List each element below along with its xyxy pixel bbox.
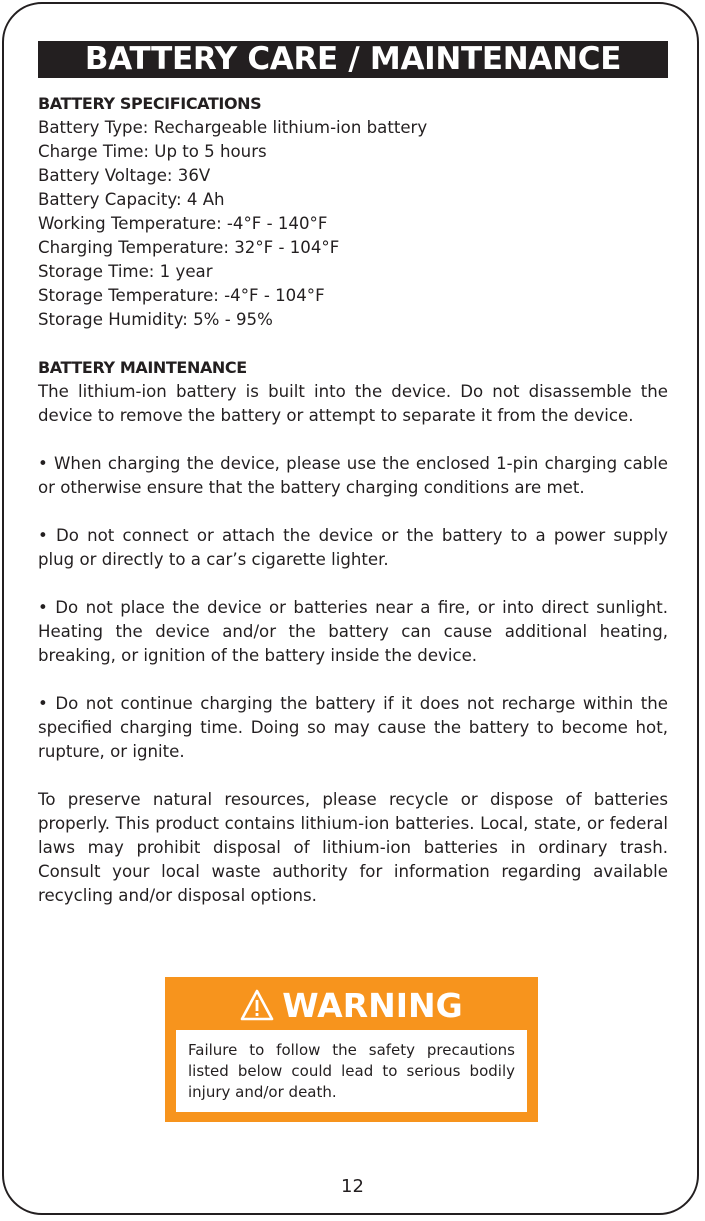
spec-line: Working Temperature: -4°F - 140°F bbox=[38, 214, 328, 233]
warning-box bbox=[165, 977, 538, 1122]
content bbox=[38, 92, 668, 908]
warning-title-text: WARNING bbox=[282, 985, 463, 1025]
spec-line: Storage Time: 1 year bbox=[38, 262, 213, 281]
spec-line: Battery Capacity: 4 Ah bbox=[38, 190, 225, 209]
recycling-paragraph: To preserve natural resources, please recycle or dispose of batteries properly. This product contains lithium-ion batteries. Local, state, or federal laws may prohibit disposal of lithium-ion batteries in ordinary trash. Consult your local waste authority for information regarding available recycling and/or disposal options. bbox=[38, 790, 668, 905]
warning-triangle-icon bbox=[240, 989, 274, 1021]
page-title: BATTERY CARE / MAINTENANCE bbox=[38, 41, 668, 78]
spec-line: Storage Humidity: 5% - 95% bbox=[38, 310, 273, 329]
maintenance-bullet: • Do not continue charging the battery if it does not recharge within the specified charging time. Doing so may cause the battery to become hot, rupture, or ignite. bbox=[38, 694, 668, 761]
maintenance-bullet: • Do not connect or attach the device or the battery to a power supply plug or directly to a car’s cigarette lighter. bbox=[38, 526, 668, 569]
page-number: 12 bbox=[341, 1176, 364, 1197]
maintenance-paragraph: The lithium-ion battery is built into the device. Do not disassemble the device to remove the battery or attempt to separate it from the device. bbox=[38, 382, 668, 425]
warning-title bbox=[165, 983, 538, 1027]
maintenance-bullet: • When charging the device, please use the enclosed 1-pin charging cable or otherwise ensure that the battery charging conditions are met. bbox=[38, 454, 668, 497]
spec-line: Battery Voltage: 36V bbox=[38, 166, 211, 185]
warning-text: Failure to follow the safety precautions listed below could lead to serious bodily injury and/or death. bbox=[176, 1030, 527, 1112]
spec-line: Charging Temperature: 32°F - 104°F bbox=[38, 238, 340, 257]
specifications-heading: BATTERY SPECIFICATIONS bbox=[38, 94, 262, 113]
maintenance-bullet: • Do not place the device or batteries near a fire, or into direct sunlight. Heating the device and/or the battery can cause additional heating, breaking, or ignition of the battery inside the device. bbox=[38, 598, 668, 665]
spec-line: Storage Temperature: -4°F - 104°F bbox=[38, 286, 325, 305]
spec-line: Charge Time: Up to 5 hours bbox=[38, 142, 267, 161]
maintenance-heading: BATTERY MAINTENANCE bbox=[38, 358, 247, 377]
spec-line: Battery Type: Rechargeable lithium-ion battery bbox=[38, 118, 428, 137]
